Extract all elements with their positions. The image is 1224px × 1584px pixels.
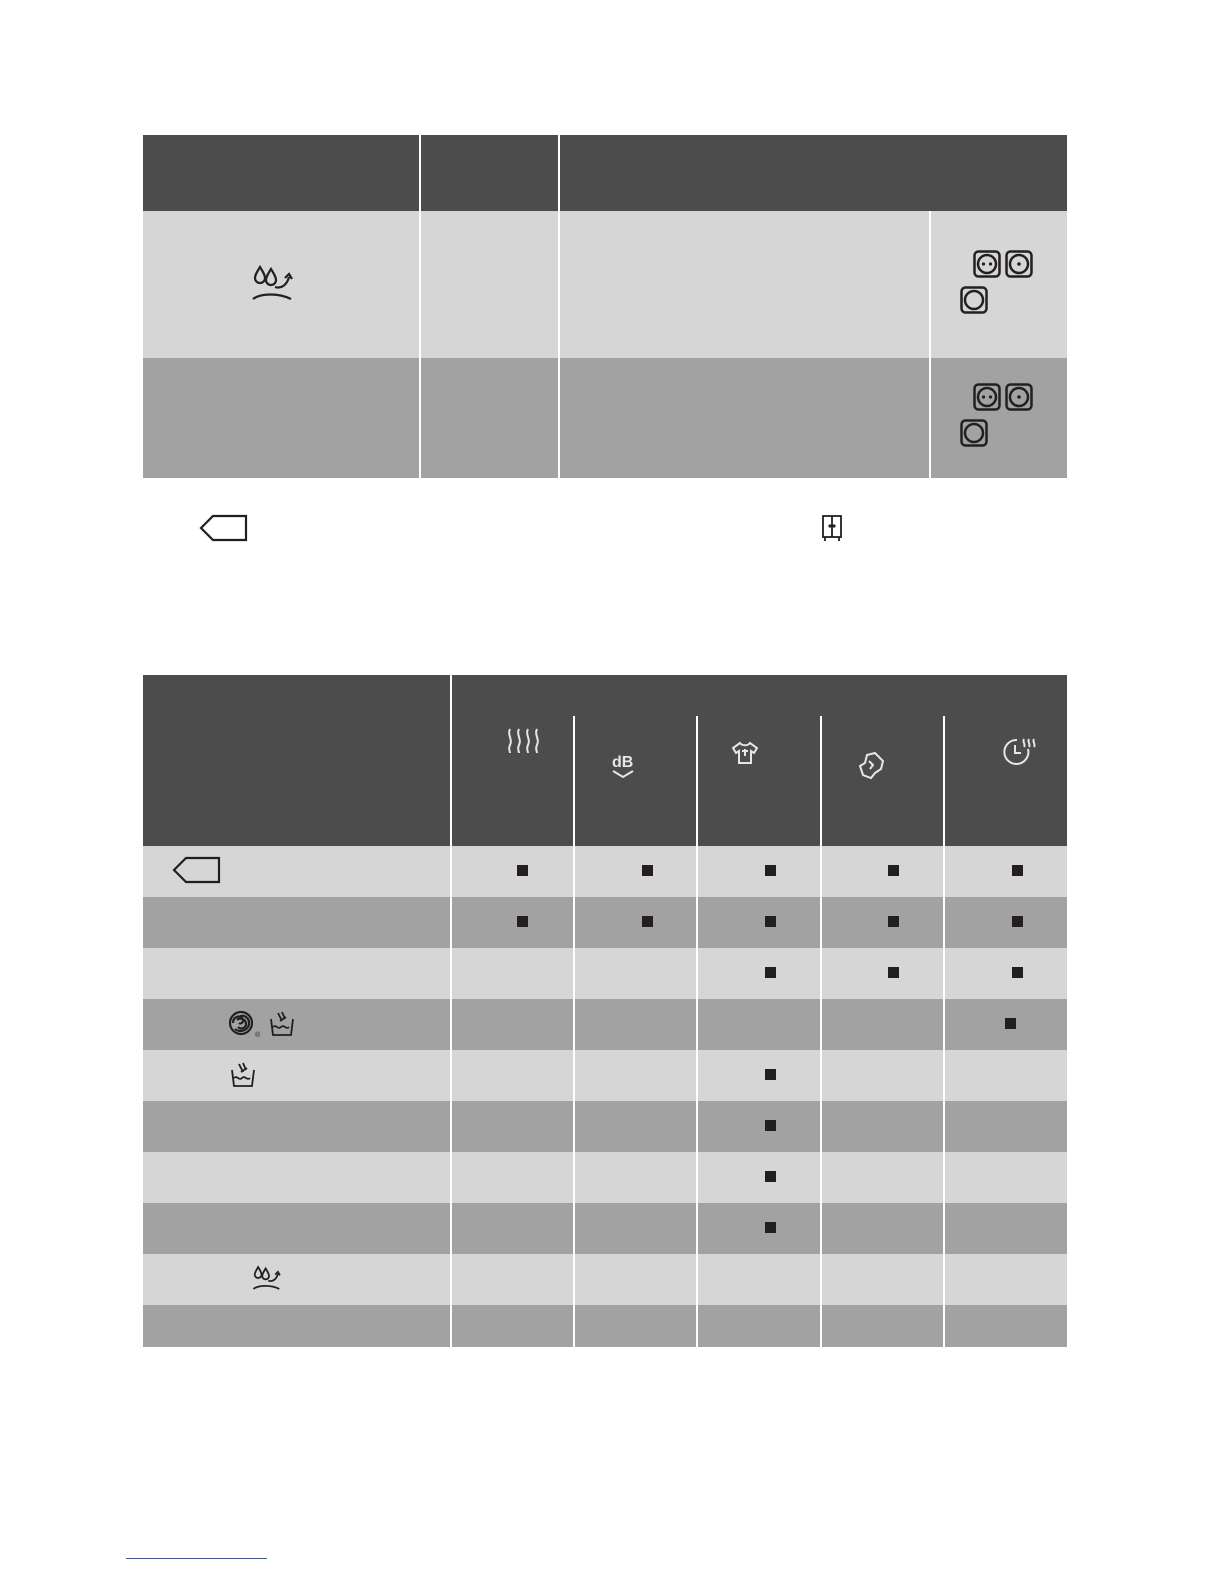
table2-cell xyxy=(698,1050,820,1101)
heat-icon xyxy=(505,727,545,760)
table2-row-label-cell xyxy=(143,1152,450,1203)
table2-cell xyxy=(452,1101,573,1152)
dry-level-0-icon xyxy=(960,419,988,452)
option-available-mark xyxy=(765,865,776,876)
table2-cell xyxy=(575,846,696,897)
woolmark-icon xyxy=(227,1009,263,1044)
option-available-mark xyxy=(1005,1018,1016,1029)
table2-cell xyxy=(945,1254,1067,1305)
dry-level-1-dot-icon xyxy=(1005,383,1033,416)
anti-crease-icon xyxy=(857,751,887,786)
dry-level-2-dots-icon xyxy=(973,383,1001,416)
table2-cell xyxy=(698,1203,820,1254)
table1-row2-col4 xyxy=(931,358,1067,478)
table2-cell xyxy=(698,999,820,1050)
table2-header-left xyxy=(143,675,450,846)
option-available-mark xyxy=(765,967,776,978)
table2-cell xyxy=(822,999,943,1050)
table2-cell xyxy=(945,1305,1067,1347)
table2-cell xyxy=(822,846,943,897)
option-available-mark xyxy=(765,1222,776,1233)
option-available-mark xyxy=(765,1171,776,1182)
option-available-mark xyxy=(1012,967,1023,978)
table1-row2-col3 xyxy=(560,358,929,478)
table2-cell xyxy=(452,1254,573,1305)
table2-cell xyxy=(698,1305,820,1347)
table2-cell xyxy=(945,846,1067,897)
label-tag-icon xyxy=(172,856,222,889)
extra-dry-icon xyxy=(252,1263,282,1298)
table2-cell xyxy=(698,948,820,999)
option-available-mark xyxy=(765,916,776,927)
table2-cell xyxy=(575,897,696,948)
table1-row1-col2 xyxy=(421,211,558,358)
table2-cell xyxy=(698,1152,820,1203)
table2-cell xyxy=(575,1305,696,1347)
table2-cell xyxy=(945,1203,1067,1254)
hand-wash-icon xyxy=(269,1009,295,1042)
table2-cell xyxy=(945,1050,1067,1101)
table2-header-right xyxy=(452,675,1067,846)
table2-row-label-cell xyxy=(143,1050,450,1101)
footer-link-underline xyxy=(126,1558,267,1559)
table2-row-label-cell xyxy=(143,948,450,999)
table2-cell xyxy=(452,846,573,897)
table2-cell xyxy=(452,948,573,999)
table2-cell xyxy=(575,1203,696,1254)
table2-cell xyxy=(452,897,573,948)
dry-level-1-dot-icon xyxy=(1005,250,1033,283)
option-available-mark xyxy=(642,865,653,876)
option-available-mark xyxy=(517,916,528,927)
table2-cell xyxy=(452,1203,573,1254)
table2-cell xyxy=(575,1254,696,1305)
table2-cell xyxy=(822,897,943,948)
hand-wash-icon xyxy=(230,1060,256,1093)
table1-row2-col1 xyxy=(143,358,419,478)
table2-cell xyxy=(575,1152,696,1203)
table2-cell xyxy=(822,1254,943,1305)
table2-cell xyxy=(575,1050,696,1101)
table2-cell xyxy=(945,1152,1067,1203)
table2-cell xyxy=(575,948,696,999)
label-tag-icon xyxy=(199,514,249,547)
table2-cell xyxy=(452,999,573,1050)
table2-cell xyxy=(822,1050,943,1101)
dry-level-0-icon xyxy=(960,286,988,319)
table2-row-label-cell xyxy=(143,1203,450,1254)
table2-cell xyxy=(822,1101,943,1152)
table2-cell xyxy=(822,1203,943,1254)
svg-text:dB: dB xyxy=(612,754,634,771)
table2-cell xyxy=(698,897,820,948)
table1-header-col1 xyxy=(143,135,419,211)
svg-text:®: ® xyxy=(255,1032,261,1039)
option-available-mark xyxy=(765,1069,776,1080)
table1-row2-col2 xyxy=(421,358,558,478)
dry-level-2-dots-icon xyxy=(973,250,1001,283)
time-heat-icon xyxy=(1001,737,1037,772)
table2-row-label-cell xyxy=(143,1305,450,1347)
shirt-icon xyxy=(731,741,759,770)
table2-cell xyxy=(698,1254,820,1305)
table2-row-label-cell xyxy=(143,1101,450,1152)
table1-header-col2 xyxy=(421,135,558,211)
table2-cell xyxy=(698,846,820,897)
table2-cell xyxy=(452,1305,573,1347)
option-available-mark xyxy=(888,865,899,876)
wardrobe-icon xyxy=(821,514,843,547)
extra-dry-icon xyxy=(251,261,295,310)
table2-cell xyxy=(945,897,1067,948)
table1-row1-col4 xyxy=(931,211,1067,358)
table2-cell xyxy=(452,1050,573,1101)
table2-row-label-cell xyxy=(143,1254,450,1305)
table2-cell xyxy=(945,1101,1067,1152)
table2-cell xyxy=(452,1152,573,1203)
option-available-mark xyxy=(888,967,899,978)
table1-row1-col3 xyxy=(560,211,929,358)
table2-cell xyxy=(698,1101,820,1152)
table2-cell xyxy=(822,948,943,999)
option-available-mark xyxy=(642,916,653,927)
option-available-mark xyxy=(1012,916,1023,927)
table2-cell xyxy=(945,948,1067,999)
option-available-mark xyxy=(1012,865,1023,876)
table1-header-col3 xyxy=(560,135,1067,211)
table2-cell xyxy=(822,1305,943,1347)
option-available-mark xyxy=(517,865,528,876)
table2-cell xyxy=(822,1152,943,1203)
table2-cell xyxy=(575,999,696,1050)
table2-cell xyxy=(575,1101,696,1152)
table2-row-label-cell xyxy=(143,999,450,1050)
option-available-mark xyxy=(765,1120,776,1131)
option-available-mark xyxy=(888,916,899,927)
table1-row1-col1 xyxy=(143,211,419,358)
table2-row-label-cell xyxy=(143,897,450,948)
low-noise-db-icon xyxy=(610,751,640,786)
